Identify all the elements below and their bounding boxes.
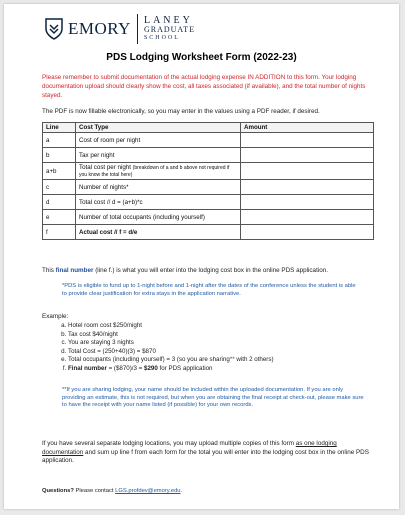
line-cell: e (43, 210, 76, 225)
amount-field[interactable] (241, 180, 374, 195)
example-list (56, 322, 274, 373)
item-text-end: with 2 others) (234, 356, 274, 363)
logo-divider (137, 14, 138, 44)
cost-type-cell (76, 163, 241, 180)
line-cell: a (43, 133, 76, 148)
questions-label: Questions? (42, 488, 74, 494)
cost-type-cell: Tax per night (76, 148, 241, 163)
line-cell: f (43, 225, 76, 240)
multi-underline: as one lodging documentation (42, 440, 337, 456)
list-item (68, 365, 274, 374)
questions-text: Please contact (73, 488, 116, 494)
table-row (43, 210, 374, 225)
list-item: b. Tax cost $40/night (68, 331, 274, 340)
amount-field[interactable] (241, 210, 374, 225)
header-cost-type: Cost Type (76, 123, 241, 133)
amount-field[interactable] (241, 195, 374, 210)
cost-type-cell: Actual cost // f = d/e (76, 225, 241, 240)
cost-type-note: (breakdown of a and b above not required if you know the total here) (79, 165, 230, 178)
nights-eligibility-note: *PDS is eligible to fund up to 1-night before and 1-night after the dates of the conference unless the student is able to provide clear justification for extra stays in the application narrative. (62, 283, 356, 297)
list-item (68, 356, 274, 365)
item-text: = ($870)/3 = (106, 364, 145, 372)
laney-line1: LANEY (143, 14, 193, 26)
contact-email-link[interactable]: LGS.profdev@emory.edu (115, 488, 181, 494)
table-row (43, 148, 374, 163)
amount-field[interactable] (241, 133, 374, 148)
example-label: Example: (42, 313, 69, 320)
list-item: d. Total Cost = (250+40)(3) = $870 (68, 348, 274, 357)
line-cell: c (43, 180, 76, 195)
multi-post: and sum up line f from each form for the total you will enter into the lodging cost box in the online PDS application. (42, 448, 369, 464)
table-row (43, 180, 374, 195)
final-pre: This (42, 267, 56, 274)
table-row (43, 195, 374, 210)
table-row (43, 225, 374, 240)
header-line: Line (43, 123, 76, 133)
item-bold: Final number (68, 364, 107, 372)
cost-type-cell: Number of nights* (76, 180, 241, 195)
line-cell: d (43, 195, 76, 210)
emory-laney-logo (44, 14, 195, 44)
emory-wordmark: EMORY (68, 19, 131, 38)
amount-field[interactable] (241, 163, 374, 180)
cost-type-cell: Total cost // d = (a+b)*c (76, 195, 241, 210)
laney-wordmark (144, 16, 195, 43)
table-row (43, 163, 374, 180)
questions-end: . (180, 488, 183, 494)
item-text: Total occupants (including yourself) = 3 (so you are sharing (68, 356, 230, 363)
page-title: PDS Lodging Worksheet Form (2022-23) (106, 52, 297, 63)
multi-pre: If you have several separate lodging locations, you may upload multiple copies of this form (42, 440, 296, 447)
item-bold-amount: $290 (144, 364, 158, 372)
line-cell: b (43, 148, 76, 163)
fillable-pdf-note: The PDF is now fillable electronically, so you may enter in the values using a PDF reader, if desired. (42, 108, 320, 115)
documentation-notice: Please remember to submit documentation of the actual lodging expense IN ADDITION to this form. Your lodging documentation upload should clearly show the cost, all taxes associated (if available), and the total number of nights stayed. (42, 74, 366, 99)
table-row (43, 133, 374, 148)
list-item: c. You are staying 3 nights (68, 339, 274, 348)
sharing-lodging-note: **If you are sharing lodging, your name should be included within the uploaded documentation. If you are only providing an estimate, this is not required, but when you are obtaining the final receipt at check-out, please make sure to have the receipt with your name listed (if possible) for your own records. (62, 387, 364, 408)
cost-type-text: Total cost per night (79, 164, 131, 171)
cost-type-cell: Cost of room per night (76, 133, 241, 148)
amount-field[interactable] (241, 225, 374, 240)
item-asterisk: ** (229, 356, 235, 363)
lodging-worksheet-table (42, 122, 374, 240)
cost-type-cell: Number of total occupants (including yourself) (76, 210, 241, 225)
questions-contact (42, 488, 182, 494)
final-bold: final number (55, 267, 94, 274)
amount-field[interactable] (241, 148, 374, 163)
document-page (4, 4, 399, 509)
header-amount: Amount (241, 123, 374, 133)
laney-line2: GRADUATE (143, 24, 196, 34)
final-number-note (42, 267, 382, 274)
table-header-row (43, 123, 374, 133)
final-post: (line f.) is what you will enter into the lodging cost box in the online PDS application. (93, 267, 328, 274)
multiple-locations-note (42, 440, 372, 466)
emory-shield-icon (44, 17, 64, 41)
list-item: a. Hotel room cost $250/night (68, 322, 274, 331)
laney-line3: SCHOOL (143, 34, 180, 41)
line-cell: a+b (43, 163, 76, 180)
item-text-end: for PDS application (157, 364, 213, 372)
